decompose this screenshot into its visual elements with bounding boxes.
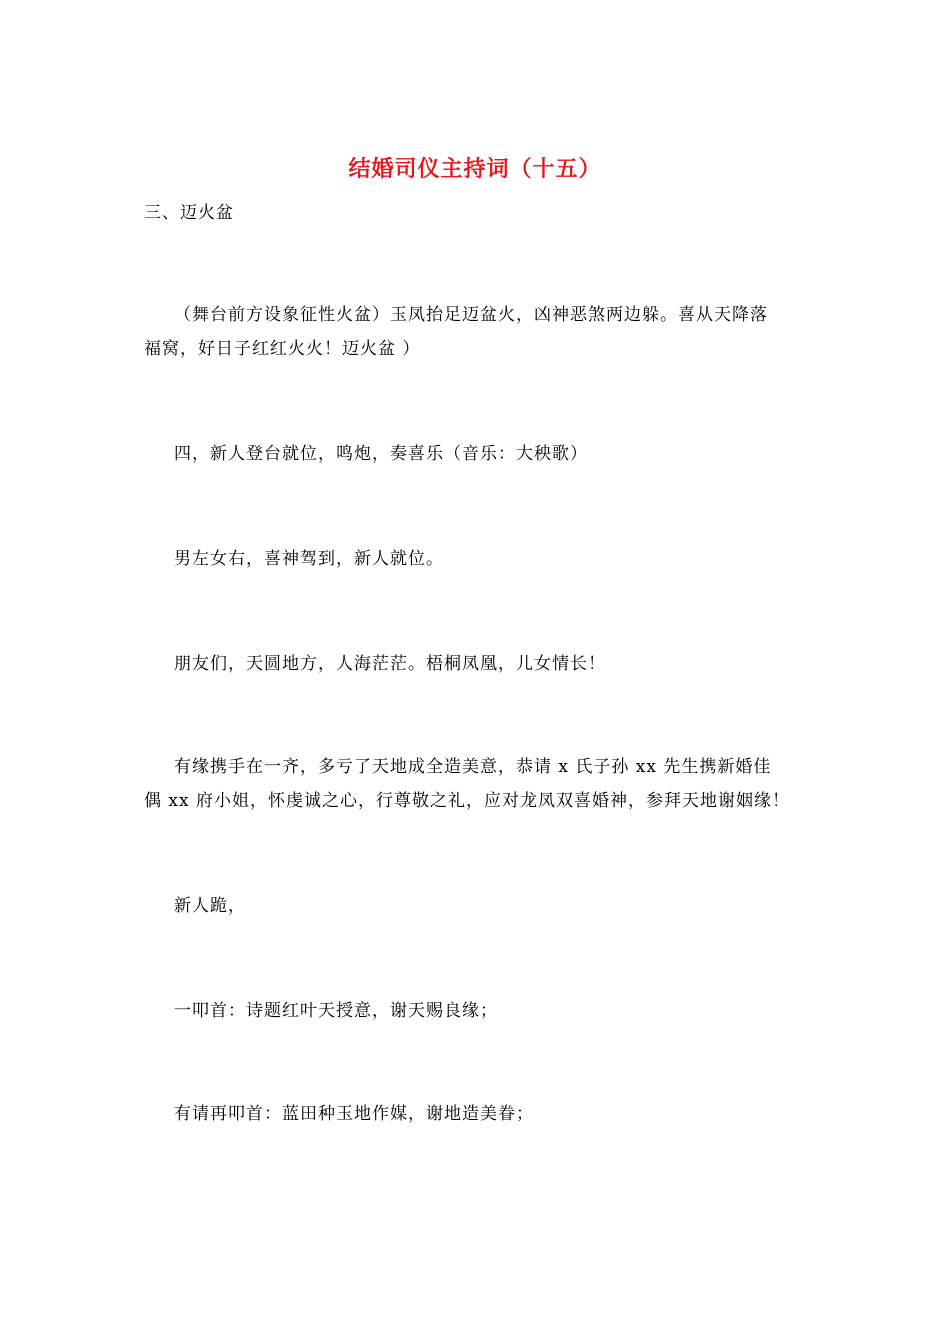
paragraph <box>144 1097 814 1131</box>
paragraph-line: 有缘携手在一齐，多亏了天地成全造美意，恭请 x 氏子孙 xx 先生携新婚佳 <box>174 757 772 777</box>
paragraph <box>144 750 814 818</box>
document-title: 结婚司仪主持词（十五） <box>348 156 602 182</box>
paragraph <box>144 542 814 576</box>
paragraph <box>144 437 814 471</box>
paragraph <box>144 298 814 366</box>
paragraph-line: （舞台前方设象征性火盆）玉凤抬足迈盆火，凶神恶煞两边躲。喜从天降落 <box>174 305 768 325</box>
paragraph-line: 一叩首：诗题红叶天授意，谢天赐良缘； <box>174 1001 498 1021</box>
paragraph <box>144 889 814 923</box>
paragraph-line: 男左女右，喜神驾到，新人就位。 <box>174 549 444 569</box>
paragraph-line: 新人跪， <box>174 896 246 916</box>
paragraph-line: 福窝，好日子红红火火！迈火盆 ） <box>144 339 421 359</box>
paragraph-line: 偶 xx 府小姐，怀虔诚之心，行尊敬之礼，应对龙凤双喜婚神，参拜天地谢姻缘！ <box>144 791 790 811</box>
paragraph <box>144 994 814 1028</box>
paragraph <box>144 647 814 681</box>
paragraph-line: 朋友们，天圆地方，人海茫茫。梧桐凤凰，儿女情长！ <box>174 654 606 674</box>
paragraph-line: 四，新人登台就位，鸣炮，奏喜乐（音乐：大秧歌） <box>174 444 588 464</box>
paragraph-line: 有请再叩首：蓝田种玉地作媒，谢地造美眷； <box>174 1104 534 1124</box>
section-heading: 三、迈火盆 <box>144 203 234 223</box>
